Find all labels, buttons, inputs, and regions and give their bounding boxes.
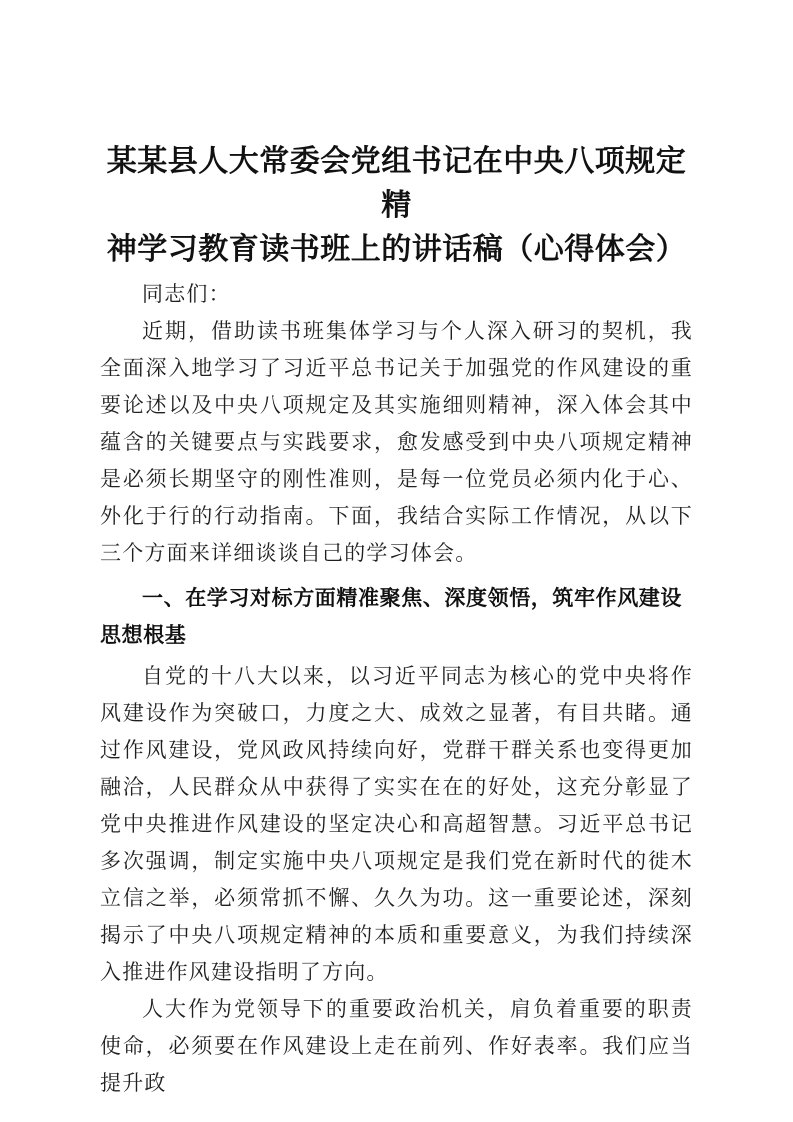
title-line-2: 神学习教育读书班上的讲话稿（心得体会） [106, 232, 687, 267]
title-line-1: 某某县人大常委会党组书记在中央八项规定精 [106, 144, 687, 223]
document-content [100, 140, 693, 1102]
intro-paragraph: 近期，借助读书班集体学习与个人深入研习的契机，我全面深入地学习了习近平总书记关于加强党的作风建设的重要论述以及中央八项规定及其实施细则精神，深入体会其中蕴含的关键要点与实践要求，愈发感受到中央八项规定精神是必须长期坚守的刚性准则，是每一位党员必须内化于心、外化于行的行动指南。下面，我结合实际工作情况，从以下三个方面来详细谈谈自己的学习体会。 [100, 319, 693, 565]
section-1-paragraph-1: 自党的十八大以来，以习近平同志为核心的党中央将作风建设作为突破口，力度之大、成效之显著，有目共睹。通过作风建设，党风政风持续向好，党群干群关系也变得更加融洽，人民群众从中获得了实实在在的好处，这充分彰显了党中央推进作风建设的坚定决心和高超智慧。习近平总书记多次强调，制定实施中央八项规定是我们党在新时代的徙木立信之举，必须常抓不懈、久久为功。这一重要论述，深刻揭示了中央八项规定精神的本质和重要意义，为我们持续深入推进作风建设指明了方向。 [100, 664, 693, 984]
section-heading-1: 一、在学习对标方面精准聚焦、深度领悟，筑牢作风建设思想根基 [100, 586, 682, 647]
document-title [100, 140, 693, 272]
section-1-paragraph-2: 人大作为党领导下的重要政治机关，肩负着重要的职责使命，必须要在作风建设上走在前列、作好表率。我们应当提升政 [100, 997, 693, 1095]
greeting: 同志们： [142, 282, 231, 306]
